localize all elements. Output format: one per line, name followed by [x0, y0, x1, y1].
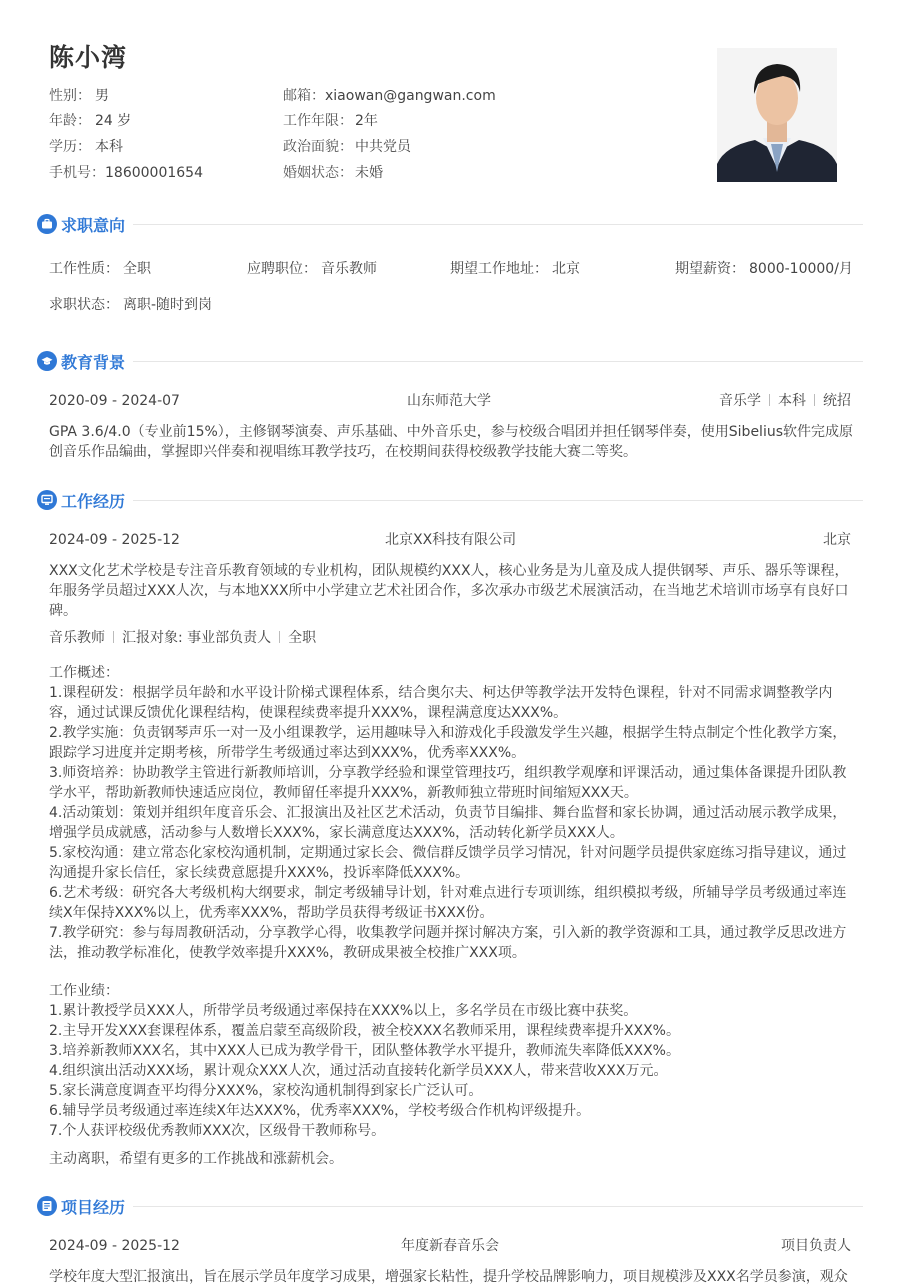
work-company: 北京XX科技有限公司: [385, 532, 517, 548]
education-meta: [719, 391, 851, 411]
years-label: 工作年限：: [283, 113, 353, 129]
candidate-name: 陈小湾: [49, 43, 128, 72]
section-title-project: 项目经历: [61, 1198, 126, 1217]
work-achievements: 工作业绩： 1.累计教授学员XXX人，所带学员考级通过率保持在XXX%以上，多名学员在市级比赛中获奖。 2.主导开发XXX套课程体系，覆盖启蒙至高级阶段，被全校XXX名教师采用，课程续费率提升XXX%。 3.培养新教师XXX名，其中XXX人已成为教学骨干，团队整体教学水平提升，教师流失率降低XXX%。 4.组织演出活动XXX场，累计观众XXX人次，通过活动直接转化新学员XXX人，带来营收XXX万元。 5.家长满意度调查平均得分XXX%，家校沟通机制得到家长广泛认可。 6.辅导学员考级通过率连续X年达XXX%，优秀率XXX%，学校考级合作机构评级提升。 7.个人获评校级优秀教师XXX次，区级骨干教师称号。: [49, 981, 855, 1141]
project-description: 学校年度大型汇报演出，旨在展示学员年度学习成果，增强家长粘性，提升学校品牌影响力，项目规模涉及XXX名学员参演，观众: [49, 1269, 848, 1285]
intent-salary: 期望薪资： 8000-10000/月: [675, 261, 853, 277]
work-company-intro: XXX文化艺术学校是专注音乐教育领域的专业机构，团队规模约XXX人，核心业务是为儿童及成人提供钢琴、声乐、器乐等课程， 年服务学员超过XXX人次，与本地XXX所中小学建立艺术社团合作，多次承办市级艺术展演活动，在当地艺术培训市场享有良好口 碑。: [49, 563, 849, 619]
intent-status: 求职状态： 离职-随时到岗: [49, 297, 213, 313]
gender-row: [49, 86, 109, 106]
work-jobtype: 全职: [288, 630, 317, 646]
marital-value: 未婚: [355, 165, 383, 181]
profile-photo: [717, 48, 837, 182]
phone-value: 18600001654: [105, 165, 203, 181]
age-row: [49, 111, 131, 131]
briefcase-icon: [37, 214, 57, 234]
section-divider: [133, 1206, 863, 1207]
section-divider: [133, 224, 863, 225]
work-period: 2024-09 - 2025-12: [49, 532, 180, 548]
email-row: [283, 86, 496, 106]
education-description: GPA 3.6/4.0（专业前15%），主修钢琴演奏、声乐基础、中外音乐史，参与校级合唱团并担任钢琴伴奏，使用Sibelius软件完成原 创音乐作品编曲，掌握即兴伴奏和视唱练耳教学技巧，在校期间获得校级教学技能大赛二等奖。: [49, 424, 854, 460]
project-role: 项目负责人: [781, 1238, 851, 1254]
marital-label: 婚姻状态：: [283, 165, 353, 181]
education-period: 2020-09 - 2024-07: [49, 393, 180, 409]
political-label: 政治面貌：: [283, 139, 353, 155]
political-value: 中共党员: [355, 139, 411, 155]
separator: [769, 394, 770, 406]
education-mode: 统招: [823, 393, 851, 409]
monitor-icon: [37, 490, 57, 510]
work-role: 音乐教师: [49, 630, 105, 646]
intent-type: 工作性质： 全职: [49, 261, 151, 277]
work-achievements-title: 工作业绩：: [49, 983, 119, 999]
intent-position: 应聘职位： 音乐教师: [247, 261, 377, 277]
email-value: xiaowan@gangwan.com: [325, 88, 496, 104]
years-row: [283, 111, 378, 131]
section-title-work: 工作经历: [61, 492, 126, 511]
marital-row: [283, 163, 383, 183]
years-value: 2年: [355, 113, 378, 129]
phone-label: 手机号：: [49, 165, 105, 181]
person-portrait-icon: [717, 48, 837, 182]
work-leave-reason: 主动离职，希望有更多的工作挑战和涨薪机会。: [49, 1151, 343, 1167]
education-school: 山东师范大学: [407, 393, 491, 409]
work-meta: [49, 628, 316, 648]
political-row: [283, 137, 411, 157]
work-report: 汇报对象: 事业部负责人: [122, 630, 272, 646]
email-label: 邮箱：: [283, 88, 325, 104]
section-job-intent: [37, 211, 863, 237]
education-level-value: 本科: [95, 139, 123, 155]
list-icon: [37, 1196, 57, 1216]
project-period: 2024-09 - 2025-12: [49, 1238, 180, 1254]
work-overview: 工作概述： 1.课程研发：根据学员年龄和水平设计阶梯式课程体系，结合奥尔夫、柯达伊等教学法开发特色课程，针对不同需求调整教学内 容，通过试课反馈优化课程结构，使课程续费率提升XXX%，课程满意度达XXX%。 2.教学实施：负责钢琴声乐一对一及小组课教学，运用趣味导入和游戏化手段激发学生兴趣，根据学生特点制定个性化教学方案， 跟踪学习进度并定期考核，所带学生考级通过率达到XXX%，优秀率XXX%。 3.师资培养：协助教学主管进行新教师培训，分享教学经验和课堂管理技巧，组织教学观摩和评课活动，通过集体备课提升团队教 学水平，帮助新教师快速适应岗位，教师留任率提升XXX%，新教师独立带班时间缩短XXX天。 4.活动策划：策划并组织年度音乐会、汇报演出及社区艺术活动，负责节目编排、舞台监督和家长协调，通过活动展示教学成果， 增强学员成就感，活动参与人数增长XXX%，家长满意度达XXX%，活动转化新学员XXX人。 5.家校沟通：建立常态化家校沟通机制，定期通过家长会、微信群反馈学员学习情况，针对问题学员提供家庭练习指导建议，通过 沟通提升家长信任，家长续费意愿提升XXX%，投诉率降低XXX%。 6.艺术考级：研究各大考级机构大纲要求，制定考级辅导计划，针对难点进行专项训练，组织模拟考级，所辅导学员考级通过率连 续X年保持XXX%以上，优秀率XXX%，帮助学员获得考级证书XXX份。 7.教学研究：参与每周教研活动，分享教学心得，收集教学问题并探讨解决方案，引入新的教学资源和工具，通过教学反思改进方 法，推动教学标准化，使教学效率提升XXX%，教研成果被全校推广XXX项。: [49, 663, 855, 963]
section-divider: [133, 500, 863, 501]
phone-row: [49, 163, 203, 183]
separator: [814, 394, 815, 406]
section-education: [37, 348, 863, 374]
age-value: 24 岁: [95, 113, 132, 129]
section-project: [37, 1193, 863, 1219]
section-divider: [133, 361, 863, 362]
age-label: 年龄：: [49, 113, 91, 129]
education-level-label: 学历：: [49, 139, 91, 155]
education-degree: 本科: [778, 393, 806, 409]
separator: [279, 631, 280, 643]
gender-value: 男: [95, 88, 109, 104]
section-title-job-intent: 求职意向: [61, 216, 126, 235]
education-major: 音乐学: [719, 393, 761, 409]
education-level-row: [49, 137, 123, 157]
gender-label: 性别：: [49, 88, 91, 104]
graduation-cap-icon: [37, 351, 57, 371]
work-overview-title: 工作概述：: [49, 665, 119, 681]
project-name: 年度新春音乐会: [401, 1238, 499, 1254]
separator: [113, 631, 114, 643]
intent-location: 期望工作地址： 北京: [450, 261, 580, 277]
work-city: 北京: [823, 532, 851, 548]
section-title-education: 教育背景: [61, 353, 126, 372]
section-work: [37, 487, 863, 513]
